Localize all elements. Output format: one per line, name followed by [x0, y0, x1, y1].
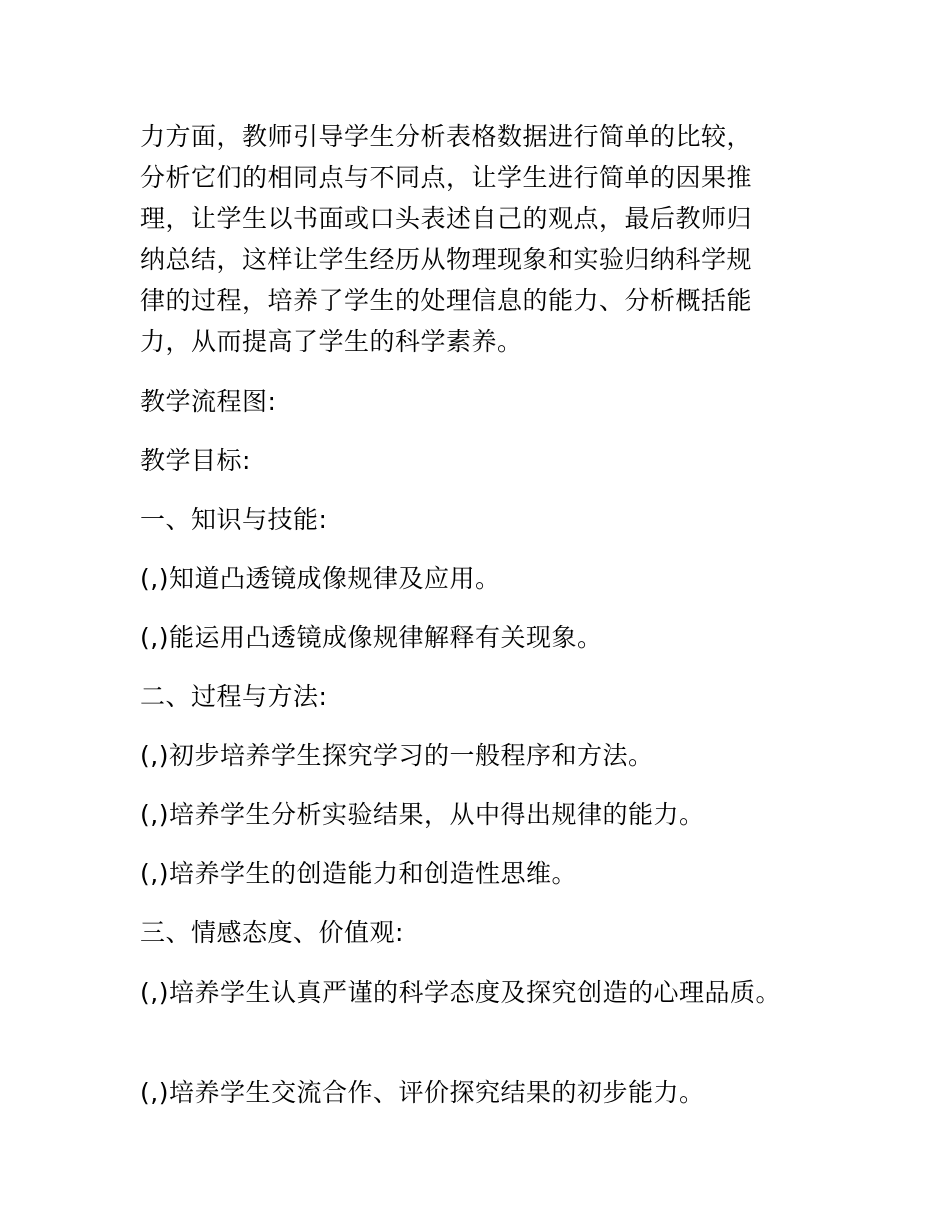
- intro-line-2: 分析它们的相同点与不同点，让学生进行简单的因果推: [140, 163, 753, 192]
- knowledge-item-2: (,)能运用凸透镜成像规律解释有关现象。: [140, 623, 603, 652]
- intro-line-5: 律的过程，培养了学生的处理信息的能力、分析概括能: [140, 286, 753, 315]
- process-item-1: (,)初步培养学生探究学习的一般程序和方法。: [140, 741, 654, 770]
- intro-line-6: 力，从而提高了学生的科学素养。: [140, 327, 523, 356]
- intro-line-4: 纳总结，这样让学生经历从物理现象和实验归纳科学规: [140, 245, 753, 274]
- emotion-heading: 三、情感态度、价值观:: [140, 918, 404, 947]
- emotion-item-1: (,)培养学生认真严谨的科学态度及探究创造的心理品质。: [140, 978, 781, 1007]
- process-heading: 二、过程与方法:: [140, 682, 328, 711]
- knowledge-heading: 一、知识与技能:: [140, 505, 328, 534]
- objectives-heading: 教学目标:: [140, 446, 251, 475]
- flowchart-heading: 教学流程图:: [140, 387, 277, 416]
- knowledge-item-1: (,)知道凸透镜成像规律及应用。: [140, 564, 501, 593]
- intro-line-1: 力方面，教师引导学生分析表格数据进行简单的比较，: [140, 122, 753, 151]
- process-item-3: (,)培养学生的创造能力和创造性思维。: [140, 859, 577, 888]
- process-item-2: (,)培养学生分析实验结果，从中得出规律的能力。: [140, 800, 705, 829]
- emotion-item-2: (,)培养学生交流合作、评价探究结果的初步能力。: [140, 1078, 705, 1107]
- intro-line-3: 理，让学生以书面或口头表述自己的观点，最后教师归: [140, 204, 753, 233]
